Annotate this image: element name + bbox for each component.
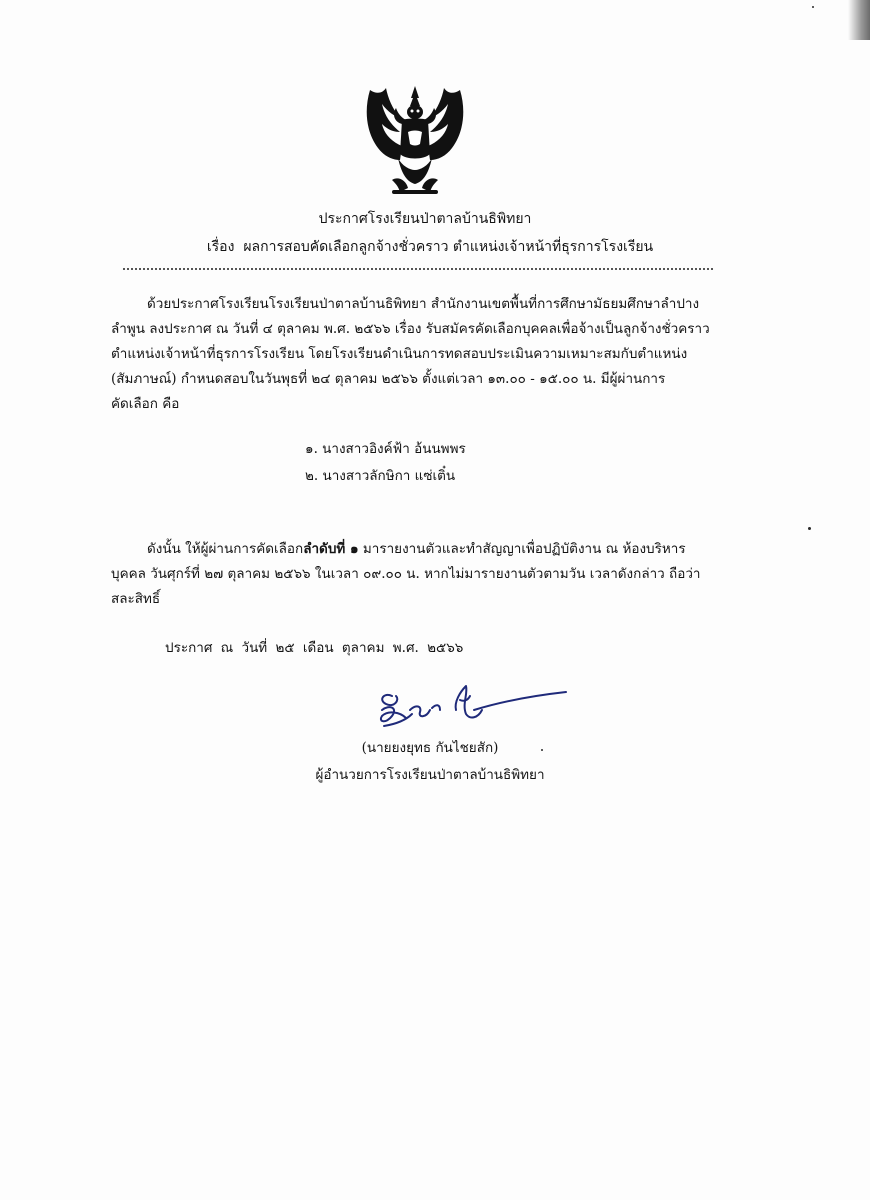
passed-candidates-list	[305, 436, 466, 490]
instruction-prefix: ดังนั้น ให้ผู้ผ่านการคัดเลือก	[147, 541, 304, 557]
signer-position: ผู้อำนวยการโรงเรียนป่าตาลบ้านธิพิทยา	[315, 767, 545, 783]
paragraph-line: ตำแหน่งเจ้าหน้าที่ธุรการโรงเรียน โดยโรงเรียนดำเนินการทดสอบประเมินความเหมาะสมกับตำแหน่ง	[111, 346, 688, 362]
scan-edge-shadow	[848, 0, 870, 40]
paragraph-instructions	[111, 537, 731, 612]
list-item: ๑. นางสาวอิงค์ฟ้า อ้นนพพร	[305, 441, 466, 457]
garuda-emblem-icon	[362, 80, 468, 196]
paragraph-line: คัดเลือก คือ	[111, 396, 180, 412]
announcement-subject	[0, 233, 870, 261]
paragraph-line: ลำพูน ลงประกาศ ณ วันที่ ๔ ตุลาคม พ.ศ. ๒๕๖๖ เรื่อง รับสมัครคัดเลือกบุคคลเพื่อจ้างเป็นลูกจ้างชั่วคราว	[111, 321, 710, 337]
document-header	[0, 205, 870, 261]
subject-text: ผลการสอบคัดเลือกลูกจ้างชั่วคราว ตำแหน่งเจ้าหน้าที่ธุรการโรงเรียน	[243, 239, 654, 255]
paragraph-line: บุคคล วันศุกร์ที่ ๒๗ ตุลาคม ๒๕๖๖ ในเวลา ๐๙.๐๐ น. หากไม่มารายงานตัวตามวัน เวลาดังกล่าว ถือว่า	[111, 566, 701, 582]
paragraph-line: ด้วยประกาศโรงเรียนโรงเรียนป่าตาลบ้านธิพิทยา สำนักงานเขตพื้นที่การศึกษามัธยมศึกษาลำปาง	[147, 296, 700, 312]
signer-block	[300, 735, 560, 789]
scan-speck	[812, 6, 814, 8]
paragraph-background	[111, 292, 731, 417]
proclamation-date: ประกาศ ณ วันที่ ๒๕ เดือน ตุลาคม พ.ศ. ๒๕๖๖	[165, 640, 464, 656]
paragraph-line	[111, 537, 731, 562]
signer-name: (นายยงยุทธ กันไชยสัก)	[361, 740, 499, 756]
scan-speck	[541, 749, 543, 751]
paragraph-line: สละสิทธิ์	[111, 591, 161, 607]
dotted-divider	[123, 268, 713, 270]
subject-label: เรื่อง	[206, 239, 235, 255]
list-item: ๒. นางสาวลักษิกา แซ่เติ๋น	[305, 468, 456, 484]
scan-speck	[808, 527, 811, 530]
handwritten-signature-icon	[370, 674, 570, 734]
rank-emphasis: ลำดับที่ ๑	[303, 541, 359, 557]
paragraph-line: (สัมภาษณ์) กำหนดสอบในวันพุธที่ ๒๔ ตุลาคม ๒๕๖๖ ตั้งแต่เวลา ๑๓.๐๐ - ๑๕.๐๐ น. มีผู้ผ่านการ	[111, 371, 666, 387]
instruction-suffix: มารายงานตัวและทำสัญญาเพื่อปฏิบัติงาน ณ ห้องบริหาร	[358, 541, 686, 557]
announcement-title: ประกาศโรงเรียนป่าตาลบ้านธิพิทยา	[318, 211, 532, 227]
